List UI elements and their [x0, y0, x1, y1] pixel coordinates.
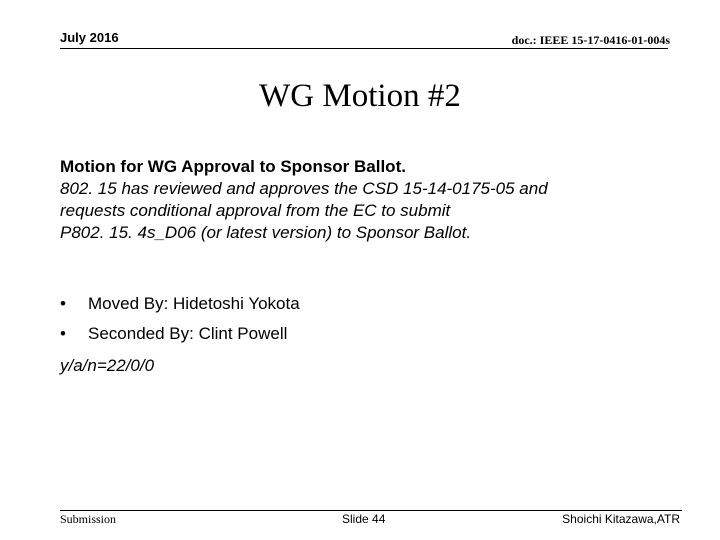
header-date: July 2016	[60, 30, 119, 45]
bullet-icon: •	[60, 294, 66, 313]
moved-by-text: Moved By: Hidetoshi Yokota	[88, 294, 300, 313]
header-doc-id: doc.: IEEE 15-17-0416-01-004s	[511, 33, 670, 47]
motion-line-3: P802. 15. 4s_D06 (or latest version) to Sponsor Ballot.	[60, 223, 472, 242]
list-item	[60, 324, 680, 354]
bullet-icon: •	[60, 324, 66, 343]
motion-line-1: 802. 15 has reviewed and approves the CSD 15-14-0175-05 and	[60, 179, 548, 198]
footer-slide-number: Slide 44	[342, 512, 386, 526]
bullet-list	[60, 294, 680, 354]
header-divider	[60, 48, 668, 49]
footer-submission: Submission	[60, 512, 117, 526]
motion-line-2: requests conditional approval from the EC to submit	[60, 201, 451, 220]
motion-heading: Motion for WG Approval to Sponsor Ballot.	[60, 157, 406, 176]
vote-result: y/a/n=22/0/0	[60, 356, 155, 375]
slide-title: WG Motion #2	[259, 78, 461, 114]
footer-divider	[60, 510, 682, 511]
footer-author: Shoichi Kitazawa,ATR	[562, 512, 680, 526]
list-item	[60, 294, 680, 324]
motion-block	[60, 156, 680, 244]
seconded-by-text: Seconded By: Clint Powell	[88, 324, 288, 343]
